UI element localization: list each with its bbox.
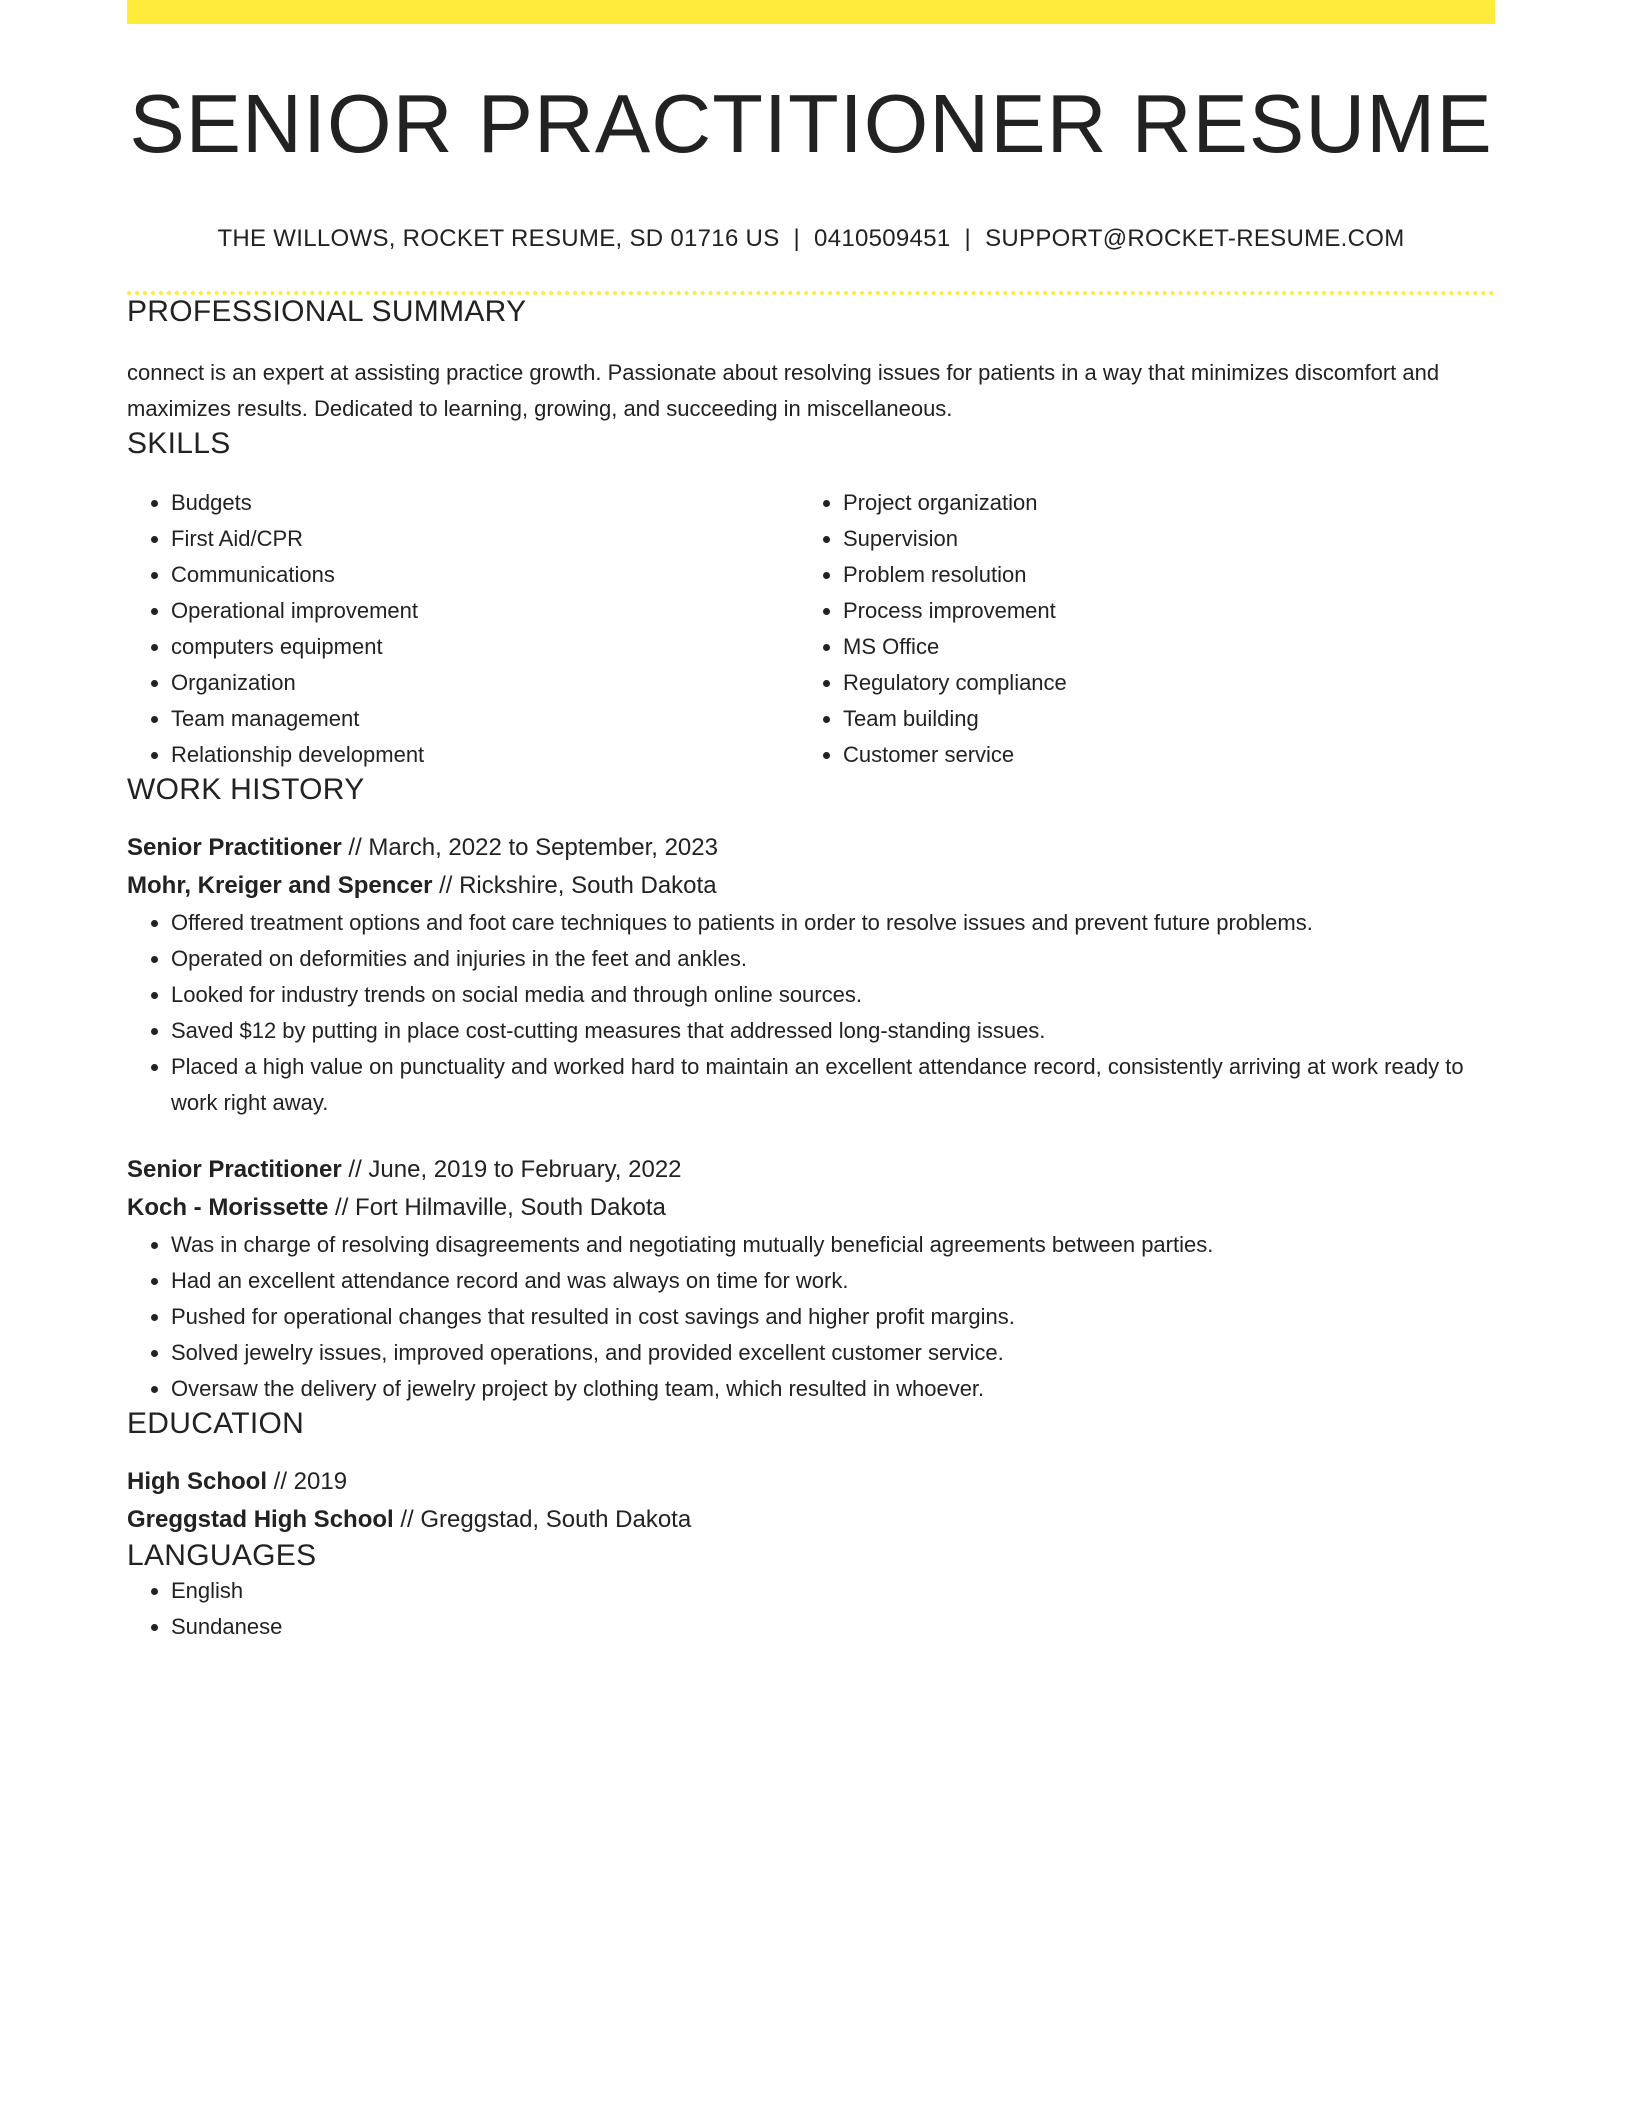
education-degree-line bbox=[127, 1463, 1495, 1501]
job-location: // Fort Hilmaville, South Dakota bbox=[328, 1194, 666, 1222]
job-bullets bbox=[127, 905, 1495, 1121]
job-bullet: • Looked for industry trends on social media and through online sources. bbox=[171, 977, 1495, 1013]
contact-email: SUPPORT@ROCKET-RESUME.COM bbox=[985, 225, 1405, 253]
contact-separator: | bbox=[793, 225, 801, 253]
language-item: • English bbox=[171, 1573, 1495, 1609]
education-degree: High School bbox=[127, 1468, 267, 1496]
job-bullet: • Pushed for operational changes that resulted in cost savings and higher profit margins. bbox=[171, 1299, 1495, 1335]
skills-grid bbox=[127, 485, 1495, 773]
summary-heading: PROFESSIONAL SUMMARY bbox=[127, 295, 527, 329]
job-bullet: • Solved jewelry issues, improved operations, and provided excellent customer service. bbox=[171, 1335, 1495, 1371]
work-history-heading: WORK HISTORY bbox=[127, 773, 365, 807]
skill-item: • Project organization bbox=[843, 485, 1471, 521]
education-location: // Greggstad, South Dakota bbox=[393, 1506, 692, 1534]
job-role-line bbox=[127, 829, 1495, 867]
job-company: Mohr, Kreiger and Spencer bbox=[127, 872, 433, 900]
skills-heading: SKILLS bbox=[127, 427, 231, 461]
contact-separator: | bbox=[964, 225, 972, 253]
skill-item: • MS Office bbox=[843, 629, 1471, 665]
skill-item: • Regulatory compliance bbox=[843, 665, 1471, 701]
languages-list bbox=[127, 1573, 1495, 1645]
job-role: Senior Practitioner bbox=[127, 1156, 342, 1184]
skill-item: • Process improvement bbox=[843, 593, 1471, 629]
job-dates: // March, 2022 to September, 2023 bbox=[341, 834, 718, 862]
summary-text: connect is an expert at assisting practice growth. Passionate about resolving issues for patients in a way that minimizes discomfort and maximizes results. Dedicated to learning, growing, and succeeding in miscellaneous. bbox=[127, 360, 1440, 422]
job-company: Koch - Morissette bbox=[127, 1194, 329, 1222]
skill-item: • Team building bbox=[843, 701, 1471, 737]
resume-title: SENIOR PRACTITIONER RESUME bbox=[129, 77, 1493, 170]
skill-item: • Customer service bbox=[843, 737, 1471, 773]
skill-item: • Communications bbox=[171, 557, 799, 593]
job-bullets bbox=[127, 1227, 1495, 1407]
language-item: • Sundanese bbox=[171, 1609, 1495, 1645]
job-bullet: • Offered treatment options and foot care techniques to patients in order to resolve issues and prevent future problems. bbox=[171, 905, 1495, 941]
skill-item: • Problem resolution bbox=[843, 557, 1471, 593]
contact-phone: 0410509451 bbox=[814, 225, 951, 253]
job-bullet: • Had an excellent attendance record and was always on time for work. bbox=[171, 1263, 1495, 1299]
job-role: Senior Practitioner bbox=[127, 834, 342, 862]
job-role-line bbox=[127, 1151, 1495, 1189]
skill-item: • Relationship development bbox=[171, 737, 799, 773]
skill-item: • Budgets bbox=[171, 485, 799, 521]
job-bullet: • Placed a high value on punctuality and worked hard to maintain an excellent attendance record, consistently arriving at work ready to work right away. bbox=[171, 1049, 1495, 1121]
skills-column-right bbox=[799, 485, 1471, 773]
skill-item: • Organization bbox=[171, 665, 799, 701]
job-bullet: • Oversaw the delivery of jewelry project by clothing team, which resulted in whoever. bbox=[171, 1371, 1495, 1407]
job-dates: // June, 2019 to February, 2022 bbox=[341, 1156, 682, 1184]
resume-page bbox=[127, 0, 1495, 1645]
skill-item: • computers equipment bbox=[171, 629, 799, 665]
job-bullet: • Saved $12 by putting in place cost-cutting measures that addressed long-standing issues. bbox=[171, 1013, 1495, 1049]
job-location: // Rickshire, South Dakota bbox=[432, 872, 717, 900]
job-bullet: • Operated on deformities and injuries in the feet and ankles. bbox=[171, 941, 1495, 977]
skill-item: • Team management bbox=[171, 701, 799, 737]
education-school: Greggstad High School bbox=[127, 1506, 394, 1534]
education-year: // 2019 bbox=[267, 1468, 348, 1496]
job-bullet: • Was in charge of resolving disagreements and negotiating mutually beneficial agreements between parties. bbox=[171, 1227, 1495, 1263]
skill-item: • First Aid/CPR bbox=[171, 521, 799, 557]
education-school-line bbox=[127, 1501, 1495, 1539]
top-accent-bar bbox=[127, 0, 1495, 24]
contact-line bbox=[127, 225, 1495, 253]
education-heading: EDUCATION bbox=[127, 1407, 305, 1441]
job-company-line bbox=[127, 1189, 1495, 1227]
skill-item: • Supervision bbox=[843, 521, 1471, 557]
skill-item: • Operational improvement bbox=[171, 593, 799, 629]
contact-address: THE WILLOWS, ROCKET RESUME, SD 01716 US bbox=[217, 225, 780, 253]
languages-heading: LANGUAGES bbox=[127, 1539, 317, 1573]
job-company-line bbox=[127, 867, 1495, 905]
skills-column-left bbox=[127, 485, 799, 773]
